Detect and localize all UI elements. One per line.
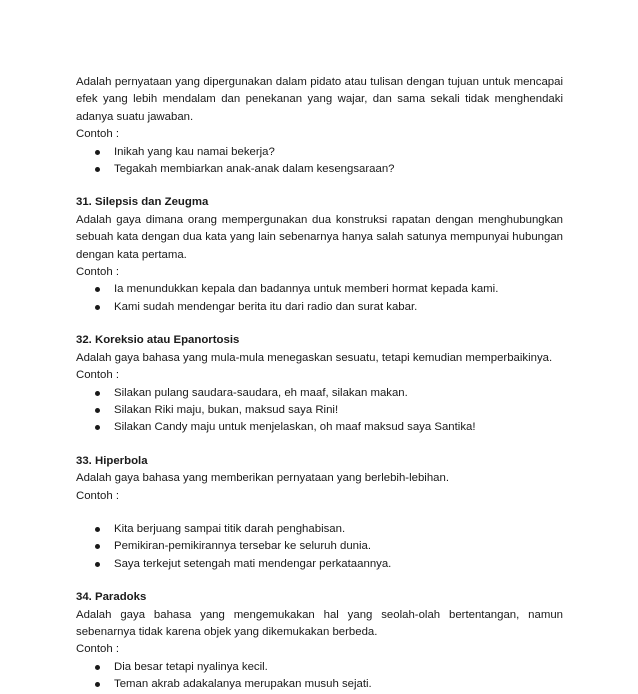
section-32-contoh-label: Contoh :	[76, 369, 120, 382]
bullet-icon	[95, 665, 100, 670]
bullet-icon	[95, 305, 100, 310]
section-31-contoh-label: Contoh :	[76, 266, 120, 279]
list-item: Tegakah membiarkan anak-anak dalam kesengsaraan?	[76, 161, 563, 178]
list-item: Teman akrab adakalanya merupakan musuh sejati.	[76, 676, 563, 693]
section-33-paragraph: Adalah gaya bahasa yang memberikan pernyataan yang berlebih-lebihan.	[76, 472, 449, 485]
bullet-icon	[95, 527, 100, 532]
section-34-heading: 34. Paradoks	[76, 591, 147, 604]
section-31-example-list	[76, 281, 563, 316]
bullet-icon	[95, 167, 100, 172]
list-item: Saya terkejut setengah mati mendengar perkataannya.	[76, 556, 563, 573]
list-item: Kita berjuang sampai titik darah penghabisan.	[76, 521, 563, 538]
list-item: Pemikiran-pemikirannya tersebar ke seluruh dunia.	[76, 538, 563, 555]
bullet-icon	[95, 150, 100, 155]
section-32-heading: 32. Koreksio atau Epanortosis	[76, 334, 240, 347]
section-31-paragraph: Adalah gaya dimana orang mempergunakan dua konstruksi rapatan dengan menghubungkan sebuah kata dengan dua kata yang lain sebenarnya hanya salah satunya mempunyai hubungan dengan kata pertama.	[76, 213, 563, 261]
section-33-heading: 33. Hiperbola	[76, 454, 148, 467]
list-item: Dia besar tetapi nyalinya kecil.	[76, 659, 563, 676]
intro-contoh-label: Contoh :	[76, 128, 120, 141]
intro-paragraph: Adalah pernyataan yang dipergunakan dalam pidato atau tulisan dengan tujuan untuk mencapai efek yang lebih mendalam dan penekanan yang wajar, dan sama sekali tidak menghendaki adanya suatu jawaban.	[76, 76, 563, 123]
bullet-icon	[95, 682, 100, 687]
section-31-heading: 31. Silepsis dan Zeugma	[76, 196, 209, 209]
list-item: Silakan pulang saudara-saudara, eh maaf, silakan makan.	[76, 385, 563, 402]
bullet-icon	[95, 391, 100, 396]
section-32-paragraph: Adalah gaya bahasa yang mula-mula menegaskan sesuatu, tetapi kemudian memperbaikinya.	[76, 351, 553, 364]
section-34-contoh-label: Contoh :	[76, 643, 120, 656]
list-item: Silakan Candy maju untuk menjelaskan, oh maaf maksud saya Santika!	[76, 419, 563, 436]
bullet-icon	[95, 425, 100, 430]
list-item: Silakan Riki maju, bukan, maksud saya Rini!	[76, 402, 563, 419]
bullet-icon	[95, 408, 100, 413]
bullet-icon	[95, 544, 100, 549]
list-item: Inikah yang kau namai bekerja?	[76, 144, 563, 161]
document-body	[76, 74, 563, 694]
bullet-icon	[95, 287, 100, 292]
section-33-example-list	[76, 521, 563, 573]
section-32-example-list	[76, 385, 563, 437]
section-33-contoh-label: Contoh :	[76, 489, 120, 502]
section-34-paragraph: Adalah gaya bahasa yang mengemukakan hal yang seolah-olah bertentangan, namun sebenarnya tidak karena objek yang dikemukakan berbeda.	[76, 608, 563, 638]
list-item: Kami sudah mendengar berita itu dari radio dan surat kabar.	[76, 299, 563, 316]
intro-example-list	[76, 144, 563, 179]
list-item: Ia menundukkan kepala dan badannya untuk memberi hormat kepada kami.	[76, 281, 563, 298]
section-34-example-list	[76, 659, 563, 694]
bullet-icon	[95, 562, 100, 567]
